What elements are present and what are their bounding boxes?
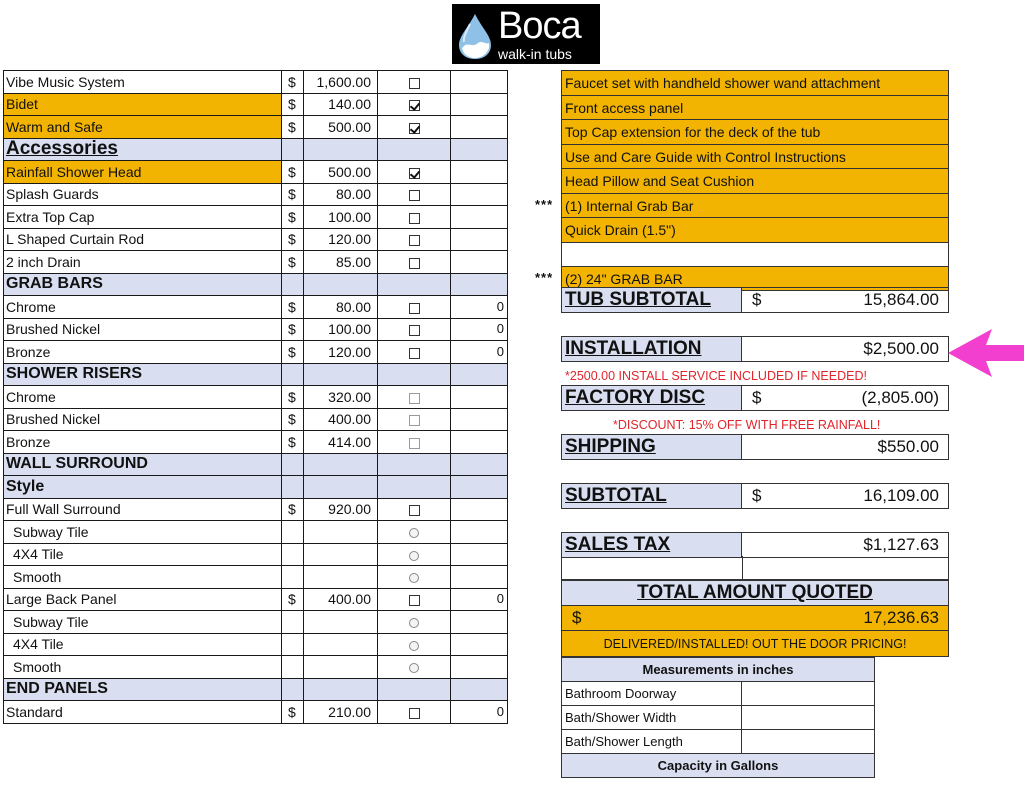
option-quantity <box>451 543 508 566</box>
option-dollar-sign: $ <box>282 116 304 139</box>
option-row <box>4 228 508 251</box>
option-row <box>4 116 508 139</box>
option-checkbox[interactable] <box>409 235 420 246</box>
measurement-row <box>562 682 875 706</box>
option-select-cell <box>378 656 451 679</box>
options-table <box>3 70 508 724</box>
included-item: (1) Internal Grab Bar <box>561 193 949 218</box>
option-row <box>4 543 508 566</box>
section-cell <box>451 273 508 296</box>
option-quantity <box>451 521 508 544</box>
section-cell <box>304 678 378 701</box>
option-dollar-sign: $ <box>282 386 304 409</box>
included-item <box>561 242 949 267</box>
section-cell <box>451 363 508 386</box>
option-row <box>4 251 508 274</box>
option-quantity <box>451 161 508 184</box>
option-row <box>4 566 508 589</box>
installation-row <box>561 336 949 362</box>
section-cell <box>282 273 304 296</box>
total-amount: 17,236.63 <box>863 608 939 627</box>
option-label: 2 inch Drain <box>4 251 282 274</box>
option-dollar-sign: $ <box>282 183 304 206</box>
option-select-cell <box>378 408 451 431</box>
option-price <box>304 566 378 589</box>
section-title: Style <box>4 476 282 499</box>
measurement-label: Bath/Shower Width <box>562 706 742 730</box>
option-select-cell <box>378 296 451 319</box>
option-checkbox[interactable] <box>409 505 420 516</box>
option-dollar-sign <box>282 521 304 544</box>
option-dollar-sign: $ <box>282 588 304 611</box>
option-label: Rainfall Shower Head <box>4 161 282 184</box>
option-label: L Shaped Curtain Rod <box>4 228 282 251</box>
option-checkbox[interactable] <box>409 303 420 314</box>
section-cell <box>378 138 451 161</box>
section-cell <box>378 273 451 296</box>
option-label: Smooth <box>4 566 282 589</box>
option-row <box>4 521 508 544</box>
option-dollar-sign: $ <box>282 296 304 319</box>
option-checkbox[interactable] <box>409 595 420 606</box>
option-select-cell <box>378 71 451 94</box>
option-price: 100.00 <box>304 206 378 229</box>
included-item: Quick Drain (1.5") <box>561 217 949 242</box>
factory-disc-label: FACTORY DISC <box>562 386 742 410</box>
option-row <box>4 633 508 656</box>
included-item: (2) 24" GRAB BAR <box>561 266 949 291</box>
logo-tagline: walk-in tubs <box>498 46 572 62</box>
sales-tax-blank-row <box>561 556 949 580</box>
option-row <box>4 318 508 341</box>
option-row <box>4 611 508 634</box>
pink-arrow-icon <box>946 325 1024 381</box>
option-price <box>304 633 378 656</box>
option-dollar-sign <box>282 566 304 589</box>
option-quantity <box>451 656 508 679</box>
option-row <box>4 71 508 94</box>
option-radio[interactable] <box>409 663 419 673</box>
option-checkbox[interactable] <box>409 213 420 224</box>
option-checkbox[interactable] <box>409 415 420 426</box>
section-title: GRAB BARS <box>4 273 282 296</box>
tub-subtotal-row <box>561 287 949 313</box>
option-quantity <box>451 431 508 454</box>
section-cell <box>282 678 304 701</box>
option-checkbox[interactable] <box>409 325 420 336</box>
option-quantity: 0 <box>451 296 508 319</box>
tub-subtotal-dollar: $ <box>752 290 762 309</box>
section-cell <box>282 363 304 386</box>
section-header-row <box>4 476 508 499</box>
factory-disc-row <box>561 385 949 411</box>
option-select-cell <box>378 566 451 589</box>
option-checkbox[interactable] <box>409 100 420 111</box>
factory-disc-amount: (2,805.00) <box>861 388 939 407</box>
option-price: 120.00 <box>304 228 378 251</box>
option-dollar-sign: $ <box>282 431 304 454</box>
section-cell <box>451 453 508 476</box>
option-label: Subway Tile <box>4 611 282 634</box>
option-label: Warm and Safe <box>4 116 282 139</box>
shipping-row <box>561 434 949 460</box>
option-select-cell <box>378 588 451 611</box>
option-quantity <box>451 228 508 251</box>
option-dollar-sign: $ <box>282 341 304 364</box>
option-price: 80.00 <box>304 296 378 319</box>
included-item: Head Pillow and Seat Cushion <box>561 168 949 193</box>
option-quantity <box>451 498 508 521</box>
section-cell <box>304 453 378 476</box>
option-row <box>4 183 508 206</box>
option-select-cell <box>378 206 451 229</box>
option-dollar-sign: $ <box>282 498 304 521</box>
logo-wordmark: Boca <box>498 5 581 47</box>
option-label: Bidet <box>4 93 282 116</box>
option-dollar-sign: $ <box>282 93 304 116</box>
option-price: 414.00 <box>304 431 378 454</box>
sales-tax-dollar <box>742 533 772 557</box>
section-cell <box>304 138 378 161</box>
option-label: Vibe Music System <box>4 71 282 94</box>
measurement-row <box>562 730 875 754</box>
option-dollar-sign: $ <box>282 206 304 229</box>
option-checkbox[interactable] <box>409 438 420 449</box>
shipping-amount: $550.00 <box>877 437 939 456</box>
option-quantity <box>451 633 508 656</box>
option-row <box>4 588 508 611</box>
option-price: 140.00 <box>304 93 378 116</box>
option-label: Chrome <box>4 386 282 409</box>
installation-amount: $2,500.00 <box>863 339 939 358</box>
option-select-cell <box>378 318 451 341</box>
section-header-row <box>4 363 508 386</box>
measurement-value-field[interactable] <box>742 706 875 730</box>
included-item: Faucet set with handheld shower wand attachment <box>561 70 949 95</box>
measurement-value-field[interactable] <box>742 682 875 706</box>
option-select-cell <box>378 228 451 251</box>
water-drop-icon <box>456 12 494 60</box>
installation-dollar <box>742 337 772 361</box>
option-label: Standard <box>4 701 282 724</box>
option-select-cell <box>378 161 451 184</box>
option-price: 500.00 <box>304 161 378 184</box>
asterisk-marker: *** <box>535 196 554 212</box>
asterisk-marker: *** <box>535 270 554 285</box>
section-header-row <box>4 453 508 476</box>
option-quantity <box>451 71 508 94</box>
option-row <box>4 161 508 184</box>
option-price: 920.00 <box>304 498 378 521</box>
measurement-value-field[interactable] <box>742 730 875 754</box>
option-dollar-sign <box>282 611 304 634</box>
option-dollar-sign: $ <box>282 161 304 184</box>
option-price <box>304 656 378 679</box>
option-dollar-sign: $ <box>282 701 304 724</box>
option-select-cell <box>378 701 451 724</box>
option-label: Chrome <box>4 296 282 319</box>
option-checkbox[interactable] <box>409 708 420 719</box>
option-dollar-sign: $ <box>282 318 304 341</box>
option-select-cell <box>378 521 451 544</box>
option-dollar-sign: $ <box>282 251 304 274</box>
section-cell <box>451 678 508 701</box>
subtotal-label: SUBTOTAL <box>562 484 742 508</box>
option-label: Subway Tile <box>4 521 282 544</box>
section-cell <box>451 138 508 161</box>
option-label: Smooth <box>4 656 282 679</box>
option-select-cell <box>378 93 451 116</box>
included-item: Top Cap extension for the deck of the tub <box>561 119 949 144</box>
option-price <box>304 521 378 544</box>
discount-note: *DISCOUNT: 15% OFF WITH FREE RAINFALL! <box>613 418 881 432</box>
section-cell <box>282 453 304 476</box>
measurements-table <box>561 657 875 778</box>
capacity-header: Capacity in Gallons <box>562 754 875 778</box>
option-quantity <box>451 386 508 409</box>
option-dollar-sign <box>282 543 304 566</box>
option-price: 120.00 <box>304 341 378 364</box>
measurement-row <box>562 706 875 730</box>
option-quantity <box>451 566 508 589</box>
tub-subtotal-amount: 15,864.00 <box>863 290 939 309</box>
option-quantity <box>451 93 508 116</box>
installation-label: INSTALLATION <box>562 337 742 361</box>
option-row <box>4 656 508 679</box>
option-row <box>4 93 508 116</box>
option-quantity <box>451 116 508 139</box>
included-item: Front access panel <box>561 95 949 120</box>
option-quantity <box>451 408 508 431</box>
section-header-row <box>4 138 508 161</box>
boca-logo <box>452 4 600 64</box>
section-title: WALL SURROUND <box>4 453 282 476</box>
delivered-note: DELIVERED/INSTALLED! OUT THE DOOR PRICING! <box>561 631 949 657</box>
option-row <box>4 341 508 364</box>
option-radio[interactable] <box>409 551 419 561</box>
option-dollar-sign: $ <box>282 71 304 94</box>
option-row <box>4 296 508 319</box>
total-dollar: $ <box>572 608 582 627</box>
option-quantity <box>451 611 508 634</box>
shipping-dollar <box>742 435 772 459</box>
option-radio[interactable] <box>409 528 419 538</box>
option-row <box>4 431 508 454</box>
install-note: *2500.00 INSTALL SERVICE INCLUDED IF NEEDED! <box>565 369 867 383</box>
section-title: SHOWER RISERS <box>4 363 282 386</box>
option-label: Extra Top Cap <box>4 206 282 229</box>
section-cell <box>378 678 451 701</box>
measurements-header: Measurements in inches <box>562 658 875 682</box>
included-item: Use and Care Guide with Control Instructions <box>561 144 949 169</box>
section-title: Accessories <box>4 138 282 161</box>
section-cell <box>378 363 451 386</box>
option-row <box>4 701 508 724</box>
option-select-cell <box>378 386 451 409</box>
section-header-row <box>4 273 508 296</box>
option-label: 4X4 Tile <box>4 543 282 566</box>
option-select-cell <box>378 431 451 454</box>
sales-tax-row <box>561 532 949 558</box>
option-radio[interactable] <box>409 573 419 583</box>
sales-tax-amount: $1,127.63 <box>863 535 939 554</box>
option-select-cell <box>378 611 451 634</box>
measurement-label: Bath/Shower Length <box>562 730 742 754</box>
section-cell <box>304 273 378 296</box>
option-label: Large Back Panel <box>4 588 282 611</box>
section-cell <box>282 138 304 161</box>
option-row <box>4 386 508 409</box>
option-dollar-sign: $ <box>282 228 304 251</box>
option-select-cell <box>378 341 451 364</box>
option-price: 500.00 <box>304 116 378 139</box>
option-select-cell <box>378 116 451 139</box>
option-price <box>304 611 378 634</box>
subtotal-row <box>561 483 949 509</box>
option-price: 210.00 <box>304 701 378 724</box>
option-price: 1,600.00 <box>304 71 378 94</box>
option-row <box>4 206 508 229</box>
option-label: Bronze <box>4 341 282 364</box>
section-cell <box>304 476 378 499</box>
measurement-label: Bathroom Doorway <box>562 682 742 706</box>
option-price: 400.00 <box>304 588 378 611</box>
option-label: Splash Guards <box>4 183 282 206</box>
section-title: END PANELS <box>4 678 282 701</box>
option-select-cell <box>378 183 451 206</box>
section-cell <box>378 453 451 476</box>
option-select-cell <box>378 251 451 274</box>
sales-tax-label: SALES TAX <box>562 533 742 557</box>
option-dollar-sign <box>282 633 304 656</box>
option-checkbox[interactable] <box>409 190 420 201</box>
section-cell <box>378 476 451 499</box>
section-cell <box>451 476 508 499</box>
option-row <box>4 498 508 521</box>
option-label: Full Wall Surround <box>4 498 282 521</box>
option-price: 320.00 <box>304 386 378 409</box>
section-header-row <box>4 678 508 701</box>
option-price: 400.00 <box>304 408 378 431</box>
option-quantity <box>451 183 508 206</box>
option-dollar-sign: $ <box>282 408 304 431</box>
option-label: Bronze <box>4 431 282 454</box>
option-quantity: 0 <box>451 701 508 724</box>
option-label: Brushed Nickel <box>4 318 282 341</box>
option-checkbox[interactable] <box>409 168 420 179</box>
option-quantity <box>451 251 508 274</box>
option-checkbox[interactable] <box>409 393 420 404</box>
option-checkbox[interactable] <box>409 78 420 89</box>
option-quantity <box>451 206 508 229</box>
option-checkbox[interactable] <box>409 348 420 359</box>
option-quantity: 0 <box>451 588 508 611</box>
shipping-label: SHIPPING <box>562 435 742 459</box>
included-items-list <box>561 70 949 291</box>
option-checkbox[interactable] <box>409 123 420 134</box>
option-dollar-sign <box>282 656 304 679</box>
total-amount-row <box>561 605 949 631</box>
option-label: Brushed Nickel <box>4 408 282 431</box>
option-quantity: 0 <box>451 318 508 341</box>
subtotal-amount: 16,109.00 <box>863 486 939 505</box>
tub-subtotal-label: TUB SUBTOTAL <box>562 288 742 312</box>
section-cell <box>304 363 378 386</box>
option-radio[interactable] <box>409 618 419 628</box>
option-radio[interactable] <box>409 641 419 651</box>
option-select-cell <box>378 543 451 566</box>
option-select-cell <box>378 498 451 521</box>
factory-disc-dollar: $ <box>752 388 762 407</box>
option-checkbox[interactable] <box>409 258 420 269</box>
option-price <box>304 543 378 566</box>
subtotal-dollar: $ <box>752 486 762 505</box>
option-row <box>4 408 508 431</box>
option-price: 100.00 <box>304 318 378 341</box>
option-price: 80.00 <box>304 183 378 206</box>
total-amount-label: TOTAL AMOUNT QUOTED <box>561 580 949 606</box>
option-price: 85.00 <box>304 251 378 274</box>
section-cell <box>282 476 304 499</box>
option-quantity: 0 <box>451 341 508 364</box>
option-select-cell <box>378 633 451 656</box>
option-label: 4X4 Tile <box>4 633 282 656</box>
